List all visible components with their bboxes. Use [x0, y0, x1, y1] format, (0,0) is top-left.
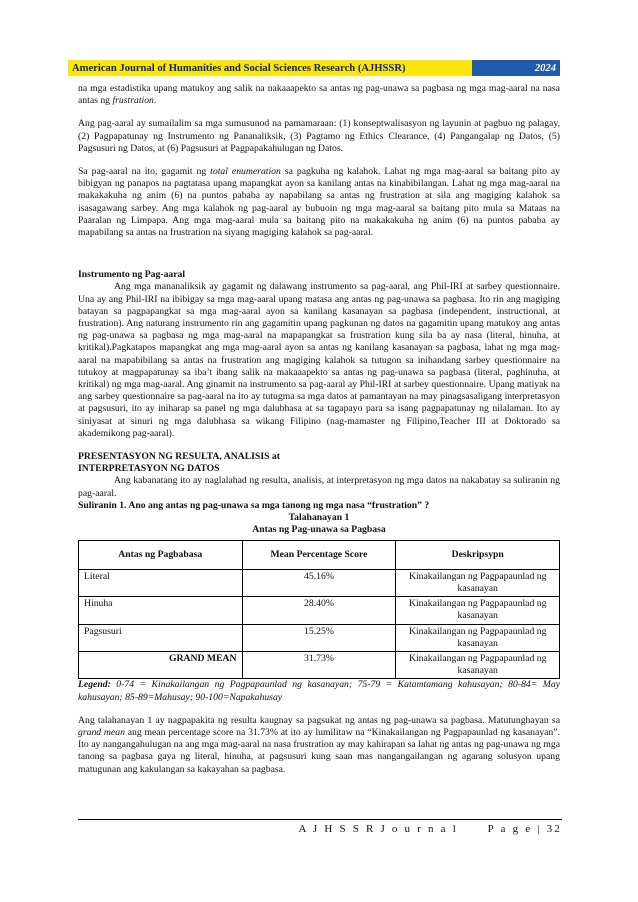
- table-legend: Legend: 0-74 = Kinakailangan ng Pagpapaunlad ng kasanayan; 75-79 = Katamtamang kahusayan; 80-84= May kahusayan; 85-89=Mahusay; 90-100=Napakahusay: [78, 679, 560, 703]
- cell-score: 15.25%: [242, 624, 396, 651]
- table-row: [79, 624, 560, 651]
- table-row-grand-mean: [79, 651, 560, 678]
- column-header-score: Mean Percentage Score: [242, 540, 396, 569]
- research-question-1: Suliranin 1. Ano ang antas ng pag-unawa sa mga tanong ng mga nasa “frustration” ?: [78, 499, 430, 511]
- paragraph-procedures: Ang pag-aaral ay sumailalim sa mga sumusunod na pamamaraan: (1) konseptwalisasyon ng layunin at pagbuo ng palagay, (2) Pagpapatunay ng Instrumento ng Pananaliksik, (3) Pagtamo ng Ethics Clearance, (4) Pangangalap ng Datos, (5) Pagsusuri ng Datos, at (6) Pagsusuri at Pagpapakahulugan ng Datos.: [78, 118, 560, 154]
- paragraph-intro-continuation: na mga estadistika upang matukoy ang salik na nakaaapekto sa antas ng pag-unawa sa pagbasa ng mga mag-aaral na nasa antas ng frustration.: [78, 83, 560, 107]
- section-heading-instrumento: Instrumento ng Pag-aaral: [78, 269, 186, 281]
- paragraph-interpretation: Ang talahanayan 1 ay nagpapakita ng resulta kaugnay sa pagsukat ng antas ng pag-unawa sa pagbasa. Matutunghayan sa grand mean ang mean percentage score na 31.73% at ito ay lumilitaw na “Kinakailangan ng Pagpapaunlad ng kasanayan”. Ito ay nangangahulugan na ang mga mag-aaral na nasa frustration ay may kahirapan sa lahat ng antas ng pag-unawa ng mga tanong sa pagbasa gaya ng literal, hinuha, at pagsusuri kung saan mas nangangailangan ng agarang solusyon upang matugunan ang kakulangan sa kakayahan sa pagbasa.: [78, 714, 560, 775]
- cell-grand-mean-deskripsyon: Kinakailangan ng Pagpapaunlad ng kasanayan: [396, 651, 560, 678]
- table-header-row: [79, 540, 560, 569]
- table-row: [79, 569, 560, 596]
- table-caption-title: Antas ng Pag-unawa sa Pagbasa: [252, 524, 386, 536]
- results-table: [78, 540, 560, 680]
- section-heading-presentasyon-1: PRESENTASYON NG RESULTA, ANALISIS at: [78, 451, 280, 463]
- cell-deskripsyon: Kinakailangan ng Pagpapaunlad ng kasanayan: [396, 597, 560, 624]
- page-footer: [78, 823, 562, 835]
- paragraph-instrumento: Ang mga mananaliksik ay gagamit ng dalawang instrumento sa pag-aaral, ang Phil-IRI at sarbey questionnaire. Una ay ang Phil-IRI na ibibigay sa mga mag-aaral upang matasa ang antas ng pag-unawa sa pagbasa. Ito rin ang magiging batayan sa pagpapangkat sa mga mag-aaral ayon sa kanilang kasanayan sa pagbasa (independent, instructional, at frustration). Ang naturang instrumento rin ang gagamitin upang pagkunan ng datos na gagamitin upang matukoy ang antas ng pag-unawa sa pagbasa ng mga mag-aaral na mapapangkat sa frustration kung sila ba ay nasa (literal, hinuha, at kritikal).Pagkatapos mapangkat ang mga mag-aaral ayon sa antas ng kanilang kasanayan sa pagbasa, lahat ng mga mag-aaral na mapabibilang sa antas na frustration ang magiging kalahok sa tutugon sa inihandang sarbey questionnaire na tutukoy at magpapatunay sa iba’t ibang salik na makaaapekto sa antas ng pag-unawa sa pagbasa (literal, paghinuha, at kritikal) ng mga mag-aaral. Ang ginamit na instrumento sa pag-aaral ay Phil-IRI at sarbey questionnaire. Upang matiyak na ang sarbey questionnaire sa pag-aaral na ito ay tutugma sa mga datos at pamantayan na may pinagsasaligang interpretasyon at pagsusuri, ito ay iniharap sa panel ng mga dalubhasa at sa tagapayo para sa isang pagpapatunay ng nilalaman. Ito ay siniyasat at sinuri ng mga dalubhasa sa wikang Filipino (nag-mamaster ng Filipino,Teacher III at Doktorado sa akademikong pag-aaral).: [78, 281, 560, 439]
- journal-header: [68, 60, 560, 76]
- cell-score: 45.16%: [242, 569, 396, 596]
- cell-deskripsyon: Kinakailangan ng Pagpapaunlad ng kasanayan: [396, 624, 560, 651]
- column-header-antas: Antas ng Pagbabasa: [79, 540, 243, 569]
- cell-score: 28.40%: [242, 597, 396, 624]
- section-heading-presentasyon-2: INTERPRETASYON NG DATOS: [78, 463, 220, 475]
- column-header-deskripsyon: Deskripsypn: [396, 540, 560, 569]
- cell-antas: Pagsusuri: [79, 624, 243, 651]
- table-row: [79, 597, 560, 624]
- cell-grand-mean-label: GRAND MEAN: [79, 651, 243, 678]
- paragraph-participants: Sa pag-aaral na ito, gagamit ng total enumeration sa pagkuha ng kalahok. Lahat ng mga mag-aaral sa baitang pito ay bibigyan ng panapos na pagtatasa upang mapangkat ayon sa kanilang antas na kinabibilangan. Lahat ng mga mag-aaral na makakakuha ng anim (6) na puntos pababa ay napabilang sa antas ng frustration at sila ang magiging kalahok sa isasagawang sarbey. Ang mga kalahok ng pag-aaral ay bubuoin ng mga mag-aaral sa baitang pito mula sa Mataas na Paaralan ng Limpapa. Ang mga mag-aaral mula sa baitang pito na makakakuha ng anim (6) na puntos pababa ay mapabilang sa antas na frustration na siyang magiging kalahok sa pag-aaral.: [78, 166, 561, 239]
- journal-year: 2024: [472, 60, 560, 76]
- cell-antas: Hinuha: [79, 597, 243, 624]
- footer-journal: A J H S S R J o u r n a l: [298, 823, 458, 835]
- journal-title: American Journal of Humanities and Social Sciences Research (AJHSSR): [68, 60, 472, 76]
- cell-antas: Literal: [79, 569, 243, 596]
- cell-deskripsyon: Kinakailangan ng Pagpapaunlad ng kasanayan: [396, 569, 560, 596]
- footer-divider: [78, 819, 562, 820]
- page-number: P a g e | 32: [487, 823, 562, 835]
- cell-grand-mean-score: 31.73%: [242, 651, 396, 678]
- page-content: [78, 83, 560, 776]
- table-caption-number: Talahanayan 1: [288, 512, 350, 524]
- paragraph-presentasyon: Ang kabanatang ito ay naglalahad ng resulta, analisis, at interpretasyon ng mga datos na nakabatay sa suliranin ng pag-aaral.: [78, 475, 560, 499]
